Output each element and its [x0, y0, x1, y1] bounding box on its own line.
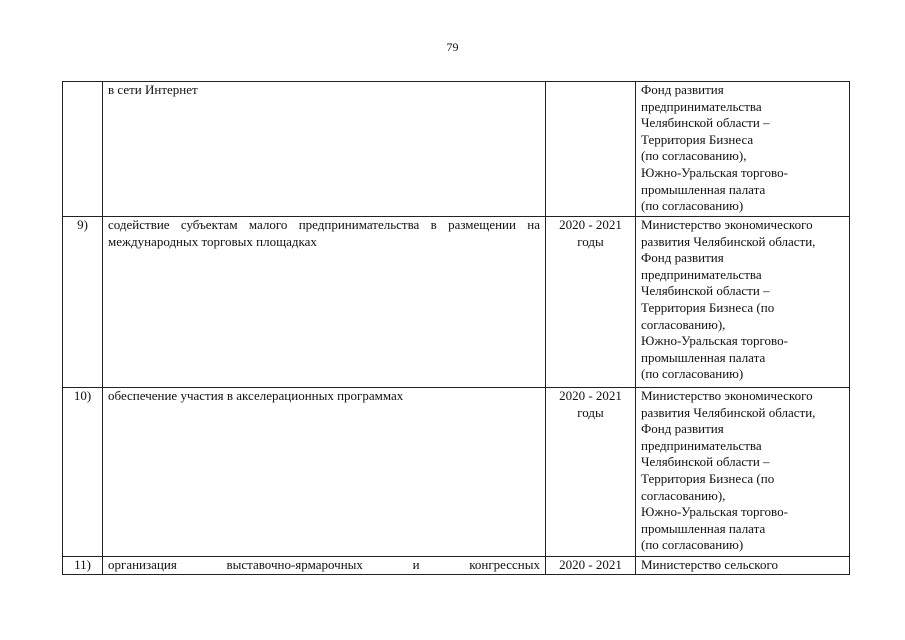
responsible-line: Челябинской области –	[641, 283, 770, 299]
responsible-line: Министерство экономического	[641, 217, 813, 232]
period-line: годы	[577, 233, 604, 249]
row-number: 9)	[63, 217, 103, 388]
responsible-line: согласованию),	[641, 487, 726, 503]
responsible-line: Фонд развития	[641, 421, 724, 437]
responsible-cell	[636, 217, 850, 388]
row-number: 10)	[63, 388, 103, 557]
row-number	[63, 82, 103, 217]
responsible-line: Челябинской области –	[641, 454, 770, 470]
responsible-line: предпринимательства	[641, 266, 762, 282]
period-line: 2020 - 2021	[559, 217, 622, 232]
responsible-cell	[636, 82, 850, 217]
measure-description: в сети Интернет	[103, 82, 546, 217]
responsible-line: (по согласованию),	[641, 148, 747, 164]
period-line: годы	[577, 404, 604, 420]
responsible-line: промышленная палата	[641, 520, 766, 536]
measure-description: обеспечение участия в акселерационных программах	[103, 388, 546, 557]
period-cell	[546, 557, 636, 575]
period-line: 2020 - 2021	[559, 557, 622, 572]
page-number: 79	[446, 40, 459, 54]
responsible-line: Фонд развития	[641, 82, 724, 97]
period-line: 2020 - 2021	[559, 388, 622, 403]
responsible-line: Южно-Уральская торгово-	[641, 333, 788, 349]
period-cell	[546, 82, 636, 217]
period-cell	[546, 217, 636, 388]
measure-description: организация выставочно-ярмарочных и конгрессных	[103, 557, 546, 575]
responsible-line: Челябинской области –	[641, 115, 770, 131]
responsible-line: развития Челябинской области,	[641, 233, 816, 249]
responsible-line: предпринимательства	[641, 98, 762, 114]
responsible-cell	[636, 557, 850, 575]
table-row	[63, 217, 850, 388]
measure-description: содействие субъектам малого предпринимательства в размещении на международных торговых площадках	[103, 217, 546, 388]
responsible-line: Территория Бизнеса (по	[641, 470, 775, 486]
responsible-line: Фонд развития	[641, 250, 724, 266]
responsible-line: (по согласованию)	[641, 537, 744, 553]
responsible-line: Территория Бизнеса	[641, 131, 754, 147]
table-row	[63, 388, 850, 557]
responsible-line: согласованию),	[641, 316, 726, 332]
responsible-line: предпринимательства	[641, 437, 762, 453]
period-cell	[546, 388, 636, 557]
responsible-line: промышленная палата	[641, 181, 766, 197]
responsible-line: Южно-Уральская торгово-	[641, 504, 788, 520]
responsible-line: (по согласованию)	[641, 366, 744, 382]
responsible-line: (по согласованию)	[641, 198, 744, 214]
table-row	[63, 557, 850, 575]
responsible-cell	[636, 388, 850, 557]
measures-table	[62, 81, 850, 575]
responsible-line: промышленная палата	[641, 349, 766, 365]
responsible-line: Территория Бизнеса (по	[641, 299, 775, 315]
table-row	[63, 82, 850, 217]
responsible-line: Южно-Уральская торгово-	[641, 164, 788, 180]
responsible-line: Министерство экономического	[641, 388, 813, 403]
row-number: 11)	[63, 557, 103, 575]
responsible-line: развития Челябинской области,	[641, 404, 816, 420]
responsible-line: Министерство сельского	[641, 557, 778, 572]
